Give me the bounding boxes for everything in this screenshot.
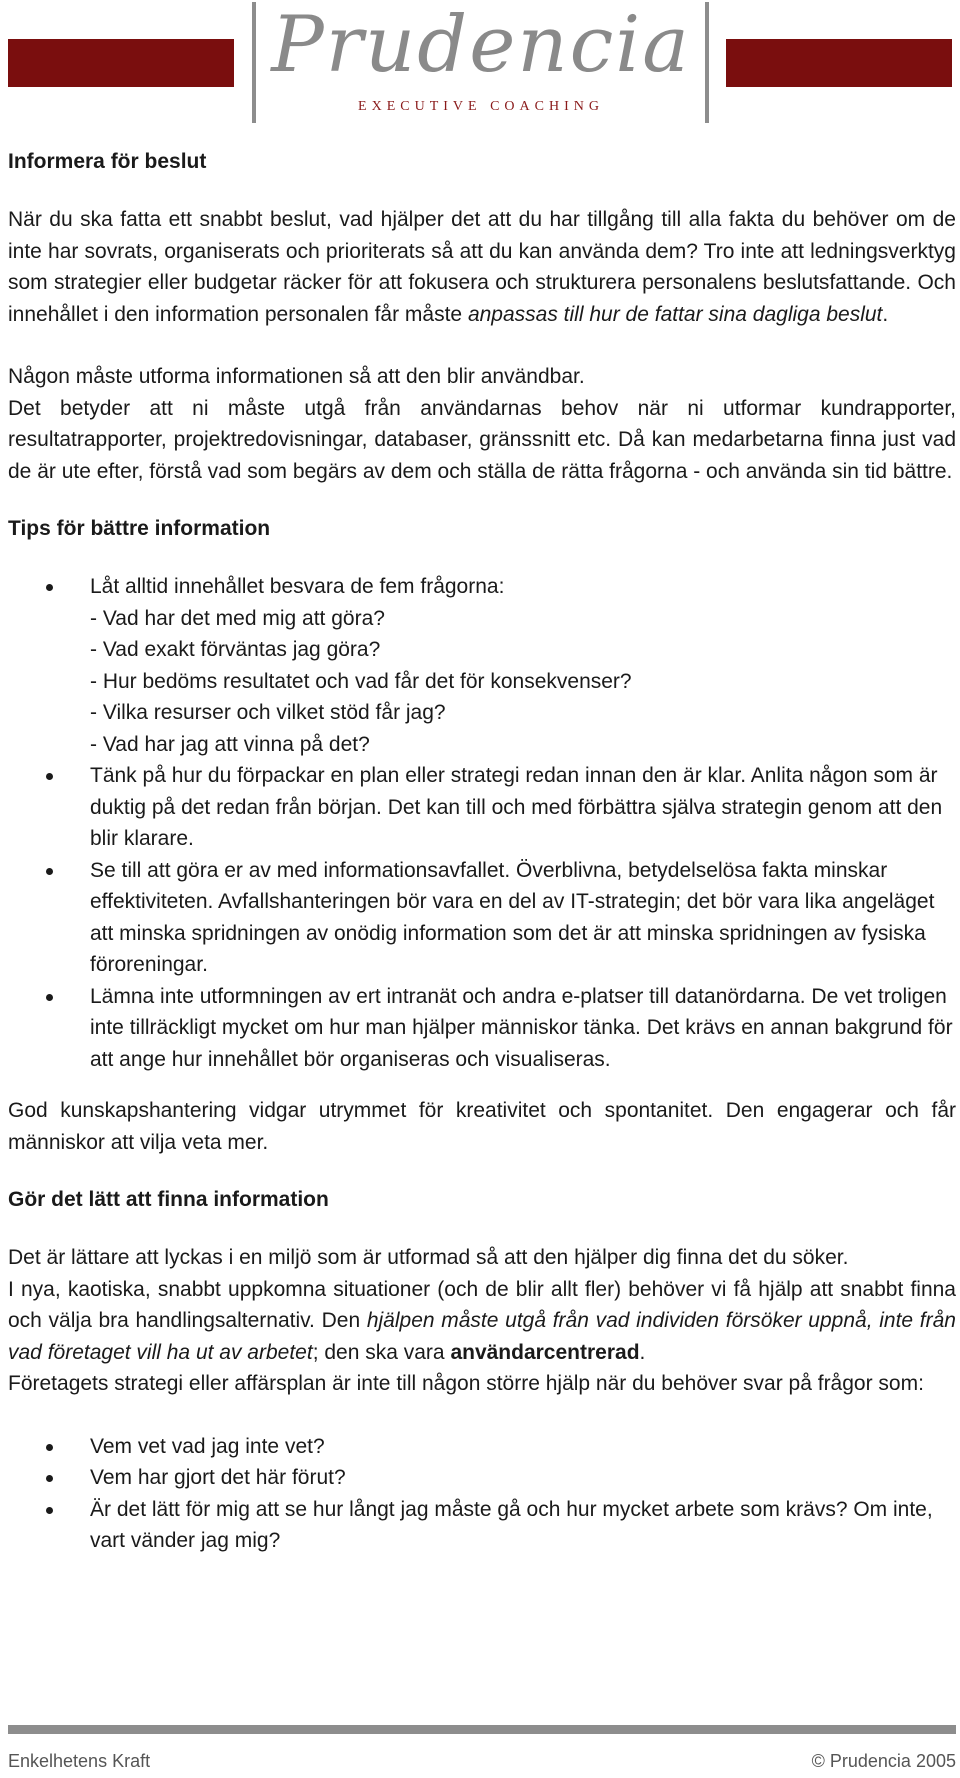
paragraph-chaotic bbox=[8, 1274, 956, 1369]
logo-divider-right bbox=[705, 2, 709, 123]
paragraph-design: Någon måste utforma informationen så att den blir användbar. bbox=[8, 365, 585, 388]
emphasis-text: hjälpen måste utgå från vad individen försöker uppnå, inte från vad företaget vill ha ut av arbetet bbox=[8, 1309, 956, 1364]
question-line: - Vad har jag att vinna på det? bbox=[90, 732, 370, 756]
list-item: Vem har gjort det här förut? bbox=[8, 1462, 956, 1494]
text-run: När du ska fatta ett snabbt beslut, vad hjälper det att du har tillgång till alla fakta du behöver om de inte har sovrats, organiserats och prioriterats så att du kan använda dem? Tro inte att ledningsverktyg som strategier eller budgetar räcker för att fokusera och strukturera personalens beslutsfattande. Och innehållet i den information personalen får måste bbox=[8, 208, 956, 326]
page-footer bbox=[8, 1725, 956, 1772]
text-run: I nya, kaotiska, snabbt uppkomna situationer (och de blir allt fler) behöver vi få hjälp att snabbt finna och välja bra handlingsalternativ. Den bbox=[8, 1277, 956, 1332]
section-title-tips: Tips för bättre information bbox=[8, 517, 271, 540]
text-run: . bbox=[882, 302, 889, 326]
questions-list bbox=[8, 1431, 956, 1557]
section-title-finna: Gör det lätt att finna information bbox=[8, 1188, 329, 1211]
logo-tagline: EXECUTIVE COACHING bbox=[358, 99, 604, 114]
footer-title: Enkelhetens Kraft bbox=[8, 1751, 151, 1771]
logo-divider-left bbox=[252, 2, 256, 123]
question-line: - Vad har det med mig att göra? bbox=[90, 606, 385, 630]
document-body bbox=[8, 140, 956, 1557]
page-header bbox=[0, 0, 960, 126]
question-line: - Vilka resurser och vilket stöd får jag? bbox=[90, 701, 446, 724]
list-item: Tänk på hur du förpackar en plan eller strategi redan innan den är klar. Anlita någon som är duktig på det redan från början. Det kan till och med förbättra själva strategin genom att den blir klarare. bbox=[8, 760, 956, 855]
list-item-lead: Låt alltid innehållet besvara de fem frågorna: bbox=[90, 575, 505, 598]
header-bar-left bbox=[8, 39, 234, 87]
strong-text: användarcentrerad bbox=[450, 1340, 640, 1364]
list-item: Är det lätt för mig att se hur långt jag måste gå och hur mycket arbete som krävs? Om inte, vart vänder jag mig? bbox=[8, 1494, 956, 1557]
footer-copyright: © Prudencia 2005 bbox=[811, 1751, 956, 1771]
question-line: - Vad exakt förväntas jag göra? bbox=[90, 638, 381, 661]
list-item: Se till att göra er av med informationsavfallet. Överblivna, betydelselösa fakta minskar effektiviteten. Avfallshanteringen bör vara en del av IT-strategin; det bör vara lika angeläget att minska spridningen av onödig information som det är att minska spridningen av fysiska föroreningar. bbox=[8, 855, 956, 981]
list-item bbox=[8, 571, 956, 760]
list-item: Vem vet vad jag inte vet? bbox=[8, 1431, 956, 1463]
tips-list bbox=[8, 571, 956, 1075]
emphasis-text: anpassas till hur de fattar sina dagliga beslut bbox=[467, 302, 883, 326]
list-item: Lämna inte utformningen av ert intranät och andra e-platser till datanördarna. De vet troligen inte tillräckligt mycket om hur man hjälper människor tänka. Det krävs en annan bakgrund för att ange hur innehållet bör organiseras och visualiseras. bbox=[8, 981, 956, 1076]
question-line: - Hur bedöms resultatet och vad får det för konsekvenser? bbox=[90, 669, 632, 693]
paragraph-closing: God kunskapshantering vidgar utrymmet för kreativitet och spontanitet. Den engagerar och får människor att vilja veta mer. bbox=[8, 1099, 956, 1154]
paragraph-strategy: Företagets strategi eller affärsplan är inte till någon större hjälp när du behöver svar på frågor som: bbox=[8, 1372, 924, 1395]
paragraph-users: Det betyder att ni måste utgå från användarnas behov när ni utformar kundrapporter, resultatrapporter, projektredovisningar, databaser, gränssnitt etc. Då kan medarbetarna finna just vad de är ute efter, förstå vad som begärs av dem och ställa de rätta frågorna - och använda sin tid bättre. bbox=[8, 396, 956, 483]
paragraph-environment: Det är lättare att lyckas i en miljö som är utformad så att den hjälper dig finna det du söker. bbox=[8, 1246, 849, 1269]
section-title-informera: Informera för beslut bbox=[8, 150, 207, 173]
header-bar-right bbox=[726, 39, 952, 87]
text-run: ; den ska vara bbox=[312, 1340, 451, 1364]
text-run: . bbox=[639, 1340, 646, 1364]
footer-rule bbox=[8, 1725, 956, 1734]
logo-wordmark: Prudencia bbox=[271, 0, 691, 90]
paragraph-intro bbox=[8, 204, 956, 330]
